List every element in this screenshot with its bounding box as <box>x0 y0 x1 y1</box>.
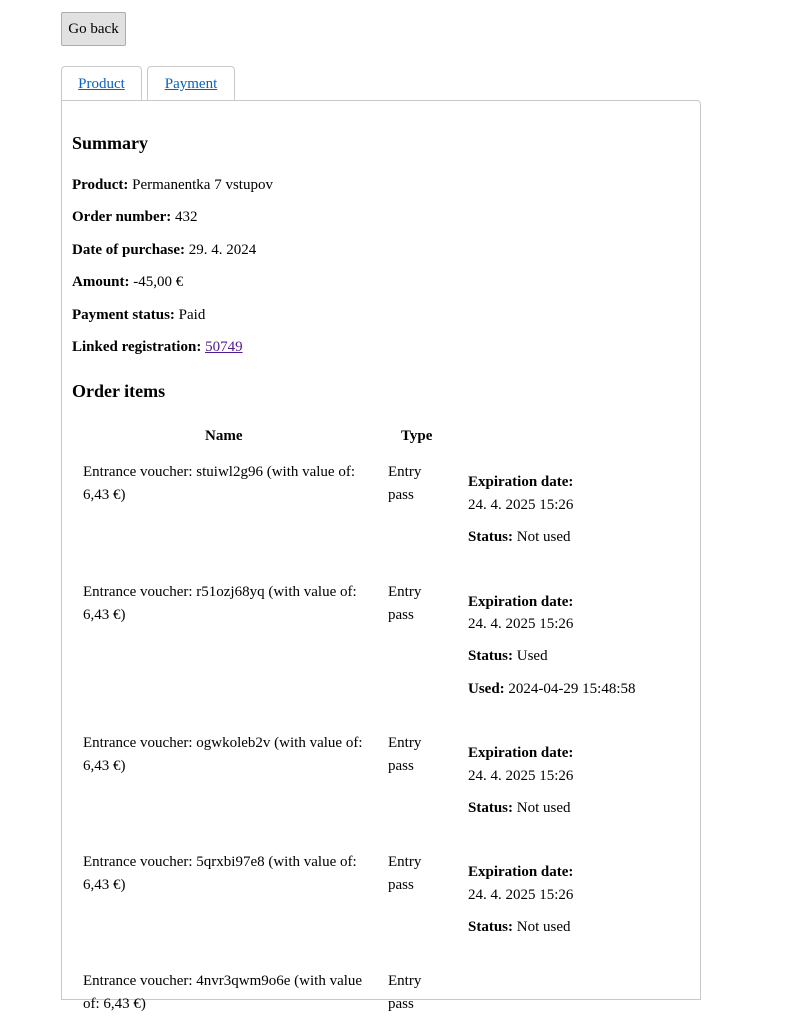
product-label: Product: <box>72 177 129 193</box>
date-of-purchase-label: Date of purchase: <box>72 242 186 258</box>
item-status: Status: Used <box>468 648 548 664</box>
column-header-name: Name <box>205 428 243 444</box>
order-number-value: 432 <box>175 209 198 225</box>
payment-status-value: Paid <box>178 307 206 323</box>
summary-date-of-purchase <box>72 242 256 259</box>
summary-product <box>72 177 273 194</box>
item-name: Entrance voucher: 5qrxbi97e8 (with value of: 6,43 €) <box>83 854 357 893</box>
item-status: Status: Not used <box>468 919 571 935</box>
column-header-type: Type <box>401 428 433 444</box>
summary-order-number <box>72 209 198 226</box>
item-used: Used: 2024-04-29 15:48:58 <box>468 681 636 697</box>
item-name: Entrance voucher: 4nvr3qwm9o6e (with value of: 6,43 €) <box>83 973 363 1012</box>
linked-registration-link[interactable]: 50749 <box>205 339 243 355</box>
expiration-label: Expiration date: <box>468 864 574 880</box>
summary-payment-status <box>72 307 205 324</box>
item-name: Entrance voucher: stuiwl2g96 (with value of: 6,43 €) <box>83 464 356 503</box>
order-number-label: Order number: <box>72 209 172 225</box>
amount-value: -45,00 € <box>133 274 184 290</box>
go-back-button[interactable]: Go back <box>61 12 126 46</box>
expiration-value: 24. 4. 2025 15:26 <box>468 616 574 632</box>
tab-product-link[interactable]: Product <box>78 76 125 92</box>
summary-amount <box>72 274 183 291</box>
summary-heading: Summary <box>72 133 148 153</box>
tab-payment[interactable] <box>147 66 235 101</box>
tab-product[interactable] <box>61 66 142 101</box>
item-name: Entrance voucher: r51ozj68yq (with value of: 6,43 €) <box>83 584 357 623</box>
expiration-value: 24. 4. 2025 15:26 <box>468 768 574 784</box>
linked-registration-label: Linked registration: <box>72 339 202 355</box>
item-status: Status: Not used <box>468 529 571 545</box>
payment-status-label: Payment status: <box>72 307 175 323</box>
item-type: Entry pass <box>388 854 422 893</box>
expiration-label: Expiration date: <box>468 745 574 761</box>
item-type: Entry pass <box>388 584 422 623</box>
product-value: Permanentka 7 vstupov <box>132 177 273 193</box>
item-type: Entry pass <box>388 735 422 774</box>
summary-linked-registration <box>72 339 243 356</box>
tab-panel <box>61 100 701 1012</box>
expiration-value: 24. 4. 2025 15:26 <box>468 497 574 513</box>
item-type: Entry pass <box>388 973 422 1012</box>
order-items-heading: Order items <box>72 381 166 401</box>
item-status: Status: Not used <box>468 800 571 816</box>
expiration-label: Expiration date: <box>468 594 574 610</box>
item-name: Entrance voucher: ogwkoleb2v (with value of: 6,43 €) <box>83 735 363 774</box>
item-type: Entry pass <box>388 464 422 503</box>
date-of-purchase-value: 29. 4. 2024 <box>188 242 257 258</box>
tab-payment-link[interactable]: Payment <box>164 76 218 92</box>
expiration-label: Expiration date: <box>468 474 574 490</box>
amount-label: Amount: <box>72 274 130 290</box>
expiration-value: 24. 4. 2025 15:26 <box>468 887 574 903</box>
